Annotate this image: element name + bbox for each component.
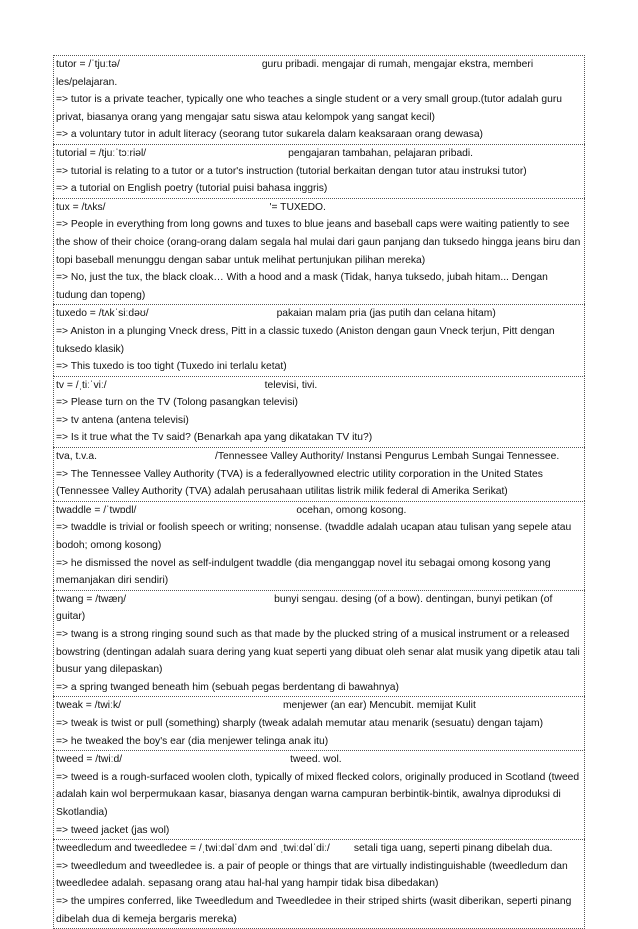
dictionary-page (53, 55, 585, 929)
meaning: ocehan, omong kosong. (296, 504, 407, 516)
meaning: tweed. wol. (290, 754, 342, 766)
meaning: setali tiga uang, seperti pinang dibelah dua. (353, 843, 553, 855)
example-line: => The Tennessee Valley Authority (TVA) is a federallyowned electric utility corporation in the United States (Tennessee Valley Authority (TVA) adalah perusahaan utilitas listrik milik federal di Amerika Serikat) (56, 468, 543, 498)
meaning: menjewer (an ear) Mencubit. memijat Kulit (282, 700, 476, 712)
example-line: => a voluntary tutor in adult literacy (seorang tutor sukarela dalam keaksaraan orang dewasa) (56, 129, 483, 141)
example-line: => tutorial is relating to a tutor or a tutor's instruction (tutorial berkaitan dengan tutor atau instruksi tutor) (56, 165, 527, 177)
entry-tutor (53, 55, 585, 144)
example-line: => People in everything from long gowns and tuxes to blue jeans and baseball caps were waiting patiently to see the show of their choice (orang-orang dalam segala hal mulai dari gaun panjang dan tuksedo hingga jeans biru dan topi baseball menunggu dengan sabar untuk melihat pertunjukan pilihan mereka) (56, 219, 581, 266)
meaning: /Tennessee Valley Authority/ Instansi Pengurus Lembah Sungai Tennessee. (215, 451, 560, 463)
example-line: => twang is a strong ringing sound such as that made by the plucked string of a musical instrument or a released bowstring (dentingan adalah suara dering yang kuat seperti yang dibuat oleh senar alat musik yang dipetik atau tali busur yang dilepaskan) (56, 629, 580, 676)
term: tv = /ˌtiːˈviː/ (56, 379, 107, 391)
example-line: => he tweaked the boy's ear (dia menjewer telinga anak itu) (56, 735, 329, 747)
term: tweedledum and tweedledee = /ˌtwiːdəlˈdʌm ənd ˌtwiːdəlˈdiː/ (56, 843, 330, 855)
example-line: => This tuxedo is too tight (Tuxedo ini terlalu ketat) (56, 361, 287, 373)
example-line: => a tutorial on English poetry (tutorial puisi bahasa inggris) (56, 183, 328, 195)
entry-tweed (53, 750, 585, 839)
term: tweak = /twiːk/ (56, 700, 121, 712)
meaning: bunyi sengau. desing (of a bow). dentingan, bunyi petikan (of guitar) (56, 593, 553, 623)
meaning: pengajaran tambahan, pelajaran pribadi. (288, 147, 474, 159)
example-line: => No, just the tux, the black cloak… With a hood and a mask (Tidak, hanya tuksedo, jubah hitam... Dengan tudung dan topeng) (56, 272, 548, 301)
term: twang = /twæŋ/ (56, 593, 127, 605)
example-line: => he dismissed the novel as self-indulgent twaddle (dia menganggap novel itu sebagai omong kosong yang memanjakan diri sendiri) (56, 557, 551, 587)
meaning: pakaian malam pria (jas putih dan celana hitam) (276, 308, 496, 320)
term: tva, t.v.a. (56, 451, 98, 463)
example-line: => Please turn on the TV (Tolong pasangkan televisi) (56, 397, 298, 409)
example-line: => a spring twanged beneath him (sebuah pegas berdentang di bawahnya) (56, 681, 399, 693)
entry-twang (53, 590, 585, 697)
example-line: => tweedledum and tweedledee is. a pair of people or things that are virtually indistinguishable (tweedledum dan tweedledee adalah. sepasang orang atau hal-hal yang hampir tidak bisa dibedakan) (56, 860, 568, 890)
example-line: => tweed jacket (jas wol) (56, 824, 170, 836)
term: tutorial = /tjuːˈtɔːriəl/ (56, 147, 147, 159)
example-line: => Aniston in a plunging Vneck dress, Pitt in a classic tuxedo (Aniston dengan gaun Vneck terjun, Pitt dengan tuksedo klasik) (56, 325, 555, 355)
entry-tutorial (53, 144, 585, 198)
meaning: guru pribadi. mengajar di rumah, mengajar ekstra, memberi les/pelajaran. (56, 59, 534, 88)
term: tux = /tʌks/ (56, 201, 106, 213)
example-line: => the umpires conferred, like Tweedledum and Tweedledee in their striped shirts (wasit diberikan, seperti pinang dibelah dua di kemeja bergaris mereka) (56, 895, 572, 925)
example-line: => tv antena (antena televisi) (56, 414, 189, 426)
example-line: => tweak is twist or pull (something) sharply (tweak adalah memutar atau menarik (sesuatu) dengan tajam) (56, 717, 544, 729)
entry-twaddle (53, 501, 585, 590)
term: tutor = /ˈtjuːtə/ (56, 59, 120, 70)
example-line: => tutor is a private teacher, typically one who teaches a single student or a very small group.(tutor adalah guru privat, biasanya orang yang mengajar satu siswa atau kelompok yang sangat kecil) (56, 94, 562, 123)
example-line: => twaddle is trivial or foolish speech or writing; nonsense. (twaddle adalah ucapan atau tulisan yang sepele atau bodoh; omong kosong) (56, 522, 572, 552)
term: twaddle = /ˈtwɒdl/ (56, 504, 137, 516)
entry-tva (53, 447, 585, 501)
term: tuxedo = /tʌkˈsiːdəʊ/ (56, 308, 149, 320)
entry-tv (53, 376, 585, 447)
entry-tweak (53, 696, 585, 750)
meaning: '= TUXEDO. (269, 201, 326, 213)
example-line: => Is it true what the Tv said? (Benarkah apa yang dikatakan TV itu?) (56, 432, 373, 444)
meaning: televisi, tivi. (264, 379, 318, 391)
entry-tuxedo (53, 304, 585, 375)
term: tweed = /twiːd/ (56, 754, 123, 766)
entry-tweedledum (53, 839, 585, 929)
entry-tux (53, 198, 585, 305)
example-line: => tweed is a rough-surfaced woolen cloth, typically of mixed flecked colors, originally produced in Scotland (tweed adalah kain wol berpermukaan kasar, biasanya dengan warna campuran berbintik-bintik, awalnya diproduksi di Skotlandia) (56, 771, 580, 818)
